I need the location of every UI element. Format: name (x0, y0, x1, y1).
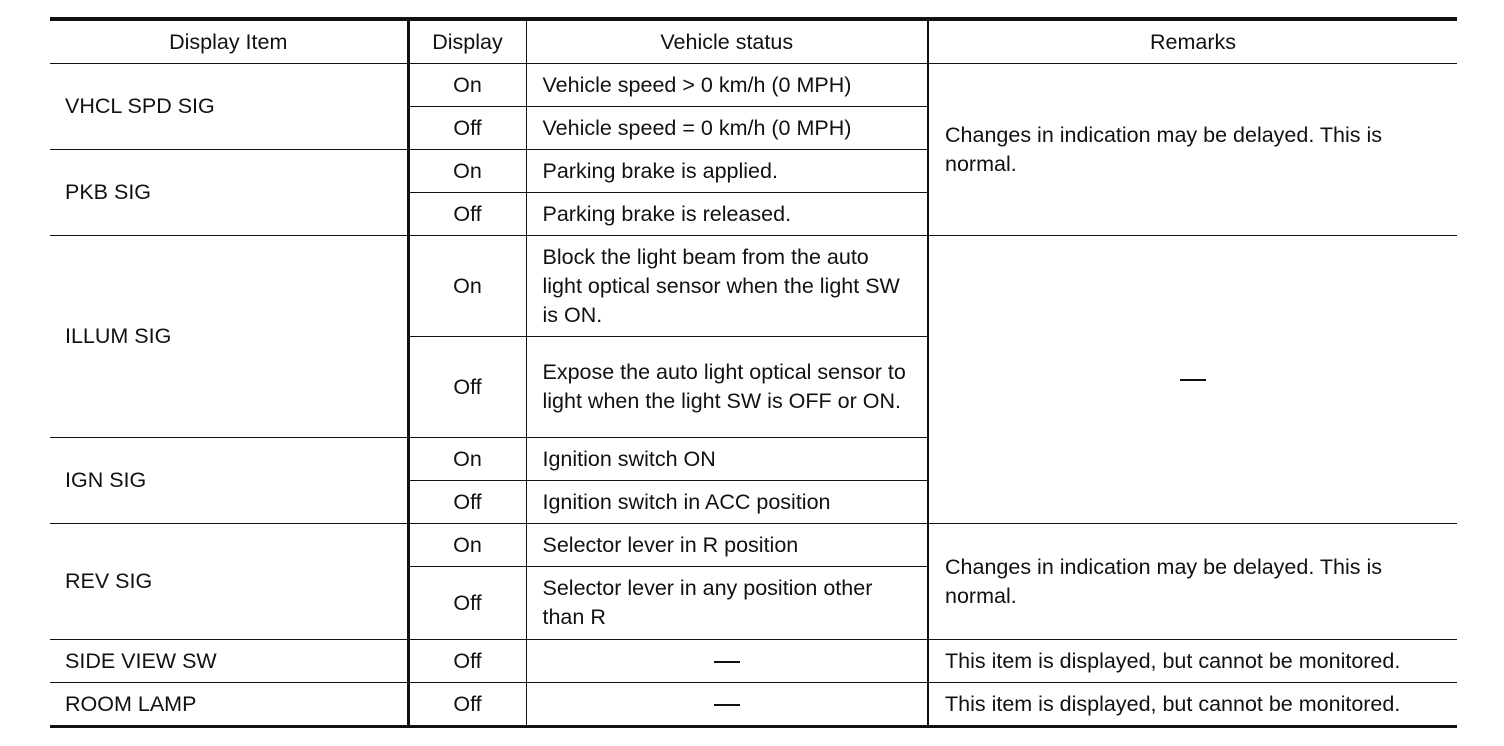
remarks-not-monitored: This item is displayed, but cannot be monitored. (928, 640, 1457, 683)
vehicle-status-text: Parking brake is applied. (526, 150, 928, 193)
table-row (50, 64, 1457, 107)
table-row (50, 640, 1457, 683)
item-side-view-sw: SIDE VIEW SW (50, 640, 408, 683)
remarks-delay-note: Changes in indication may be delayed. This is normal. (928, 64, 1457, 236)
vehicle-status-text: Vehicle speed = 0 km/h (0 MPH) (526, 107, 928, 150)
header-remarks: Remarks (928, 19, 1457, 64)
display-value: On (408, 524, 526, 567)
vehicle-status-text: Ignition switch ON (526, 438, 928, 481)
display-value: Off (408, 193, 526, 236)
dash-mark (1180, 379, 1206, 381)
vehicle-status-text: Selector lever in any position other than R (526, 567, 928, 640)
item-pkb-sig: PKB SIG (50, 150, 408, 236)
display-value: On (408, 64, 526, 107)
item-room-lamp: ROOM LAMP (50, 683, 408, 727)
display-value: On (408, 236, 526, 337)
vehicle-status-text: Parking brake is released. (526, 193, 928, 236)
dash-mark (714, 661, 740, 663)
header-row (50, 19, 1457, 64)
vehicle-status-text: Vehicle speed > 0 km/h (0 MPH) (526, 64, 928, 107)
header-display: Display (408, 19, 526, 64)
item-illum-sig: ILLUM SIG (50, 236, 408, 438)
display-value: Off (408, 481, 526, 524)
remarks-delay-note: Changes in indication may be delayed. This is normal. (928, 524, 1457, 640)
vehicle-status-text: Expose the auto light optical sensor to light when the light SW is OFF or ON. (526, 337, 928, 438)
vehicle-status-text: Selector lever in R position (526, 524, 928, 567)
header-vehicle-status: Vehicle status (526, 19, 928, 64)
dash-mark (714, 704, 740, 706)
display-value: Off (408, 337, 526, 438)
item-rev-sig: REV SIG (50, 524, 408, 640)
vehicle-status-text: Ignition switch in ACC position (526, 481, 928, 524)
vehicle-status-none (526, 640, 928, 683)
remarks-not-monitored: This item is displayed, but cannot be monitored. (928, 683, 1457, 727)
vehicle-status-text: Block the light beam from the auto light optical sensor when the light SW is ON. (526, 236, 928, 337)
item-vhcl-spd-sig: VHCL SPD SIG (50, 64, 408, 150)
display-value: Off (408, 640, 526, 683)
table-row (50, 683, 1457, 727)
table-row (50, 236, 1457, 337)
item-ign-sig: IGN SIG (50, 438, 408, 524)
vehicle-status-none (526, 683, 928, 727)
header-display-item: Display Item (50, 19, 408, 64)
remarks-none (928, 236, 1457, 524)
display-value: Off (408, 567, 526, 640)
display-value: On (408, 438, 526, 481)
display-value: Off (408, 107, 526, 150)
display-value: On (408, 150, 526, 193)
display-value: Off (408, 683, 526, 727)
monitor-item-table (50, 17, 1457, 728)
table-row (50, 524, 1457, 567)
